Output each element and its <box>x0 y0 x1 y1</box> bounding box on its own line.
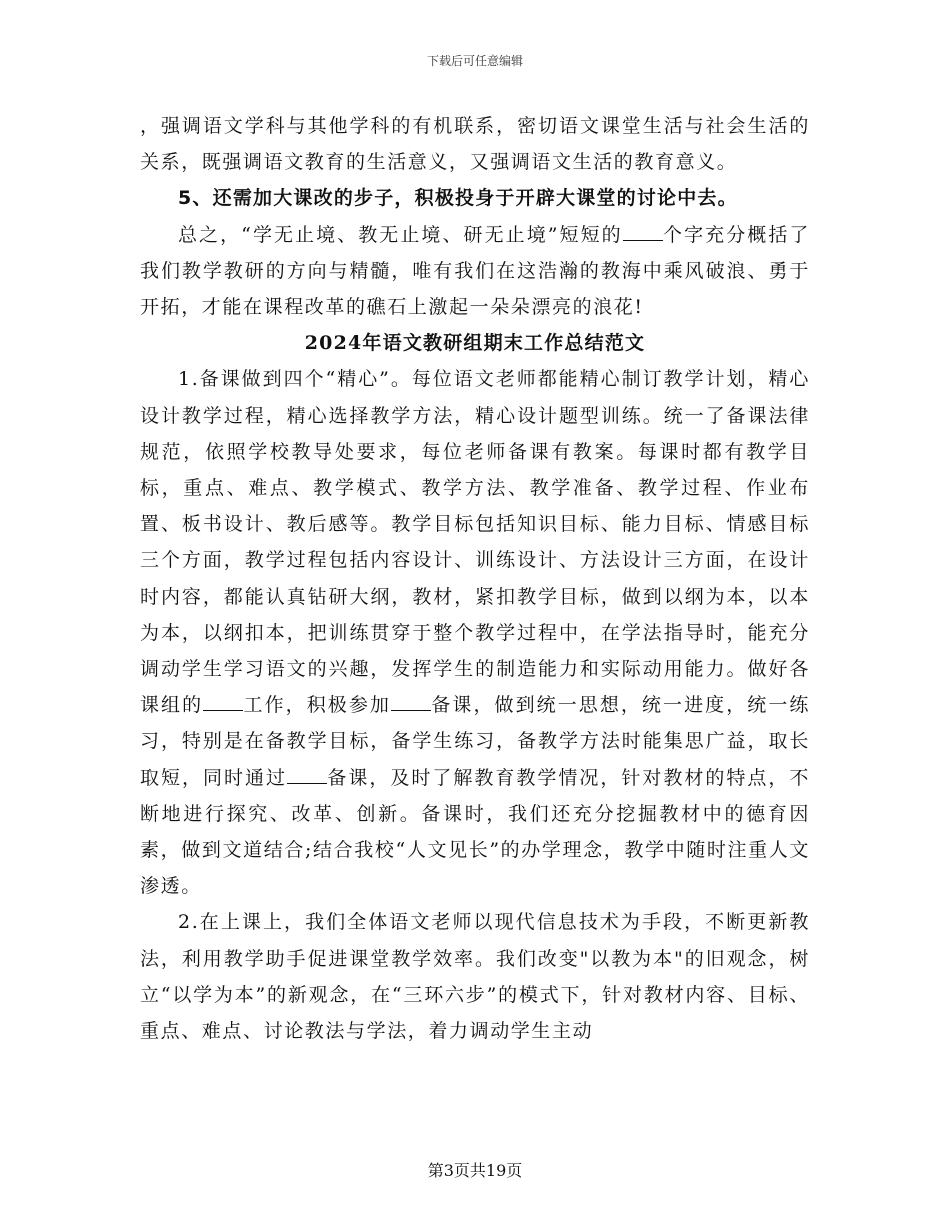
page-number: 第3页共19页 <box>427 1161 523 1180</box>
section-title: 2024年语文教研组期末工作总结范文 <box>304 332 646 355</box>
point-5-heading: 5、还需加大课改的步子，积极投身于开辟大课堂的讨论中去。 <box>178 187 738 210</box>
item-2-paragraph: 2.在上课上，我们全体语文老师以现代信息技术为手段，不断更新教法，利用教学助手促进课堂教学效率。我们改变"以教为本"的旧观念，树立“以学为本”的新观念，在“三环六步”的模式下，针对教材内容、目标、重点、难点、讨论教法与学法，着力调动学生主动 <box>140 911 810 1043</box>
fill-in-blank <box>391 692 431 711</box>
conclusion-paragraph <box>140 217 810 326</box>
intro-paragraph: ，强调语文学科与其他学科的有机联系，密切语文课堂生活与社会生活的关系，既强调语文教育的生活意义，又强调语文生活的教育意义。 <box>140 115 810 174</box>
item-1-text-part2: 工作，积极参加 <box>243 694 391 717</box>
conclusion-text-part2: 个字充分概括了我们教学教研的方向与精髓，唯有我们在这浩瀚的教海中乘风破浪、勇于开拓，才能在课程改革的礁石上激起一朵朵漂亮的浪花! <box>140 223 810 319</box>
conclusion-text-part1: 总之，“学无止境、教无止境、研无止境”短短的 <box>178 223 623 246</box>
item-1-text-part4: 备课，及时了解教育教学情况，针对教材的特点，不断地进行探究、改革、创新。备课时，我们还充分挖掘教材中的德育因素，做到文道结合;结合我校“人文见长”的办学理念，教学中随时注重人文渗透。 <box>140 766 810 898</box>
header-note: 下载后可任意编辑 <box>426 54 523 68</box>
fill-in-blank <box>623 222 663 241</box>
item-1-text-part3: 备课，做到统一思想，统一进度，统一练习，特别是在备教学目标，备学生练习，备教学方法时能集思广益，取长取短，同时通过 <box>140 694 810 789</box>
fill-in-blank <box>287 765 327 784</box>
item-1-paragraph <box>140 361 810 904</box>
fill-in-blank <box>203 692 243 711</box>
item-1-text-part1: 1.备课做到四个“精心”。每位语文老师都能精心制订教学计划，精心设计教学过程，精心选择教学方法，精心设计题型训练。统一了备课法律规范，依照学校教导处要求，每位老师备课有教案。每课时都有教学目标，重点、难点、教学模式、教学方法、教学准备、教学过程、作业布置、板书设计、教后感等。教学目标包括知识目标、能力目标、情感目标三个方面，教学过程包括内容设计、训练设计、方法设计三方面，在设计时内容，都能认真钻研大纲，教材，紧扣教学目标，做到以纲为本，以本为本，以纲扣本，把训练贯穿于整个教学过程中，在学法指导时，能充分调动学生学习语文的兴趣，发挥学生的制造能力和实际动用能力。做好各课组的 <box>140 368 810 717</box>
document-body <box>140 108 810 1049</box>
